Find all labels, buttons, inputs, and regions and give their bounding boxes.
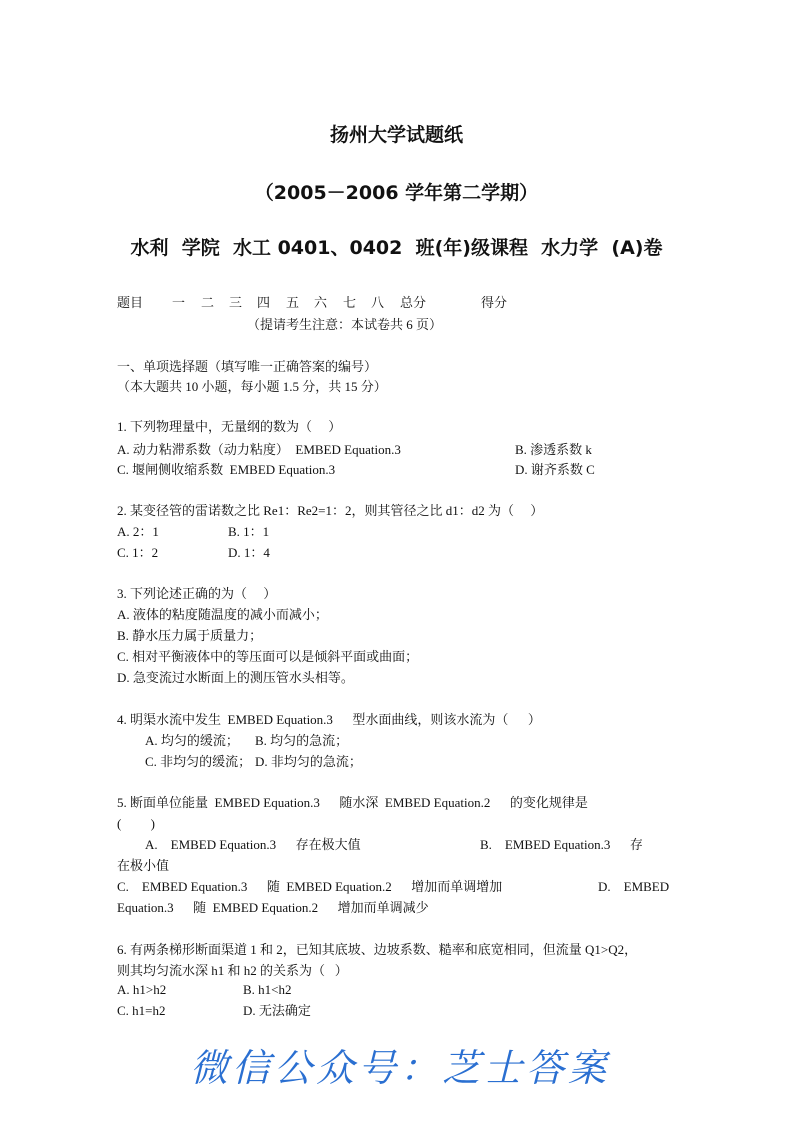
score-total-label: 得分 (481, 295, 508, 310)
option: D. 非均匀的急流； (255, 754, 362, 769)
score-col: 一 (172, 295, 186, 310)
option: C. 1：2 (117, 545, 159, 560)
question-stem: 5. 断面单位能量 EMBED Equation.3 随水深 EMBED Equation.2 的变化规律是 (117, 795, 588, 810)
option: D. 急变流过水断面上的测压管水头相等。 (117, 670, 354, 685)
score-col: 三 (229, 295, 243, 310)
option: C. h1=h2 (117, 1003, 166, 1018)
option: D. EMBED (598, 879, 670, 894)
option: D. 谢齐系数 C (515, 462, 595, 477)
question-stem: 4. 明渠水流中发生 EMBED Equation.3 型水面曲线，则该水流为（ ） (117, 712, 541, 727)
watermark: 微信公众号：芝士答案 (190, 1046, 611, 1090)
score-col: 四 (257, 295, 271, 310)
option: D. 无法确定 (243, 1003, 311, 1018)
question-stem: 1. 下列物理量中，无量纲的数为（ ） (117, 419, 342, 434)
option-cont: Equation.3 随 EMBED Equation.2 增加而单调减少 (117, 900, 429, 915)
course-line: 水利 学院 水工 0401、0402 班(年)级课程 水力学 (A)卷 (130, 237, 663, 259)
option: A. 液体的粘度随温度的减小而减小； (117, 607, 328, 622)
notice: （提请考生注意：本试卷共 6 页） (247, 317, 443, 332)
option: B. EMBED Equation.3 存 (480, 837, 643, 852)
score-col: 五 (286, 295, 300, 310)
option: A. EMBED Equation.3 存在极大值 (145, 837, 361, 852)
score-col: 六 (314, 295, 328, 310)
section-note: （本大题共 10 小题，每小题 1.5 分，共 15 分） (117, 379, 387, 394)
section-title: 一、单项选择题（填写唯一正确答案的编号） (117, 359, 378, 374)
option: C. 堰闸侧收缩系数 EMBED Equation.3 (117, 462, 336, 477)
option: B. 1：1 (228, 524, 270, 539)
option: B. h1<h2 (243, 982, 292, 997)
option: A. 2：1 (117, 524, 159, 539)
option: B. 均匀的急流； (255, 733, 349, 748)
term: （2005－2006 学年第二学期） (254, 182, 539, 204)
option: C. 相对平衡液体中的等压面可以是倾斜平面或曲面； (117, 649, 419, 664)
option: D. 1：4 (228, 545, 270, 560)
page-title: 扬州大学试题纸 (329, 124, 463, 146)
question-stem-cont: 则其均匀流水深 h1 和 h2 的关系为（ ） (117, 963, 348, 978)
option: C. EMBED Equation.3 随 EMBED Equation.2 增加而单调增加 (117, 879, 503, 894)
score-label: 题目 (117, 295, 144, 310)
score-col: 总分 (400, 295, 427, 310)
option: A. 动力粘滞系数（动力粘度） EMBED Equation.3 (117, 442, 401, 457)
option: A. h1>h2 (117, 982, 167, 997)
option: B. 渗透系数 k (515, 442, 592, 457)
question-stem-cont: ( ) (117, 816, 155, 831)
score-col: 七 (343, 295, 357, 310)
question-stem: 6. 有两条梯形断面渠道 1 和 2，已知其底坡、边坡系数、糙率和底宽相同，但流量 Q1>Q2， (117, 942, 638, 957)
score-col: 二 (201, 295, 215, 310)
question-stem: 3. 下列论述正确的为（ ） (117, 586, 277, 601)
option: A. 均匀的缓流； (145, 733, 239, 748)
option: B. 静水压力属于质量力； (117, 628, 263, 643)
option: C. 非均匀的缓流； (145, 754, 252, 769)
question-stem: 2. 某变径管的雷诺数之比 Re1：Re2=1：2，则其管径之比 d1：d2 为（ ） (117, 503, 544, 518)
score-col: 八 (371, 295, 385, 310)
option-cont: 在极小值 (117, 858, 170, 873)
